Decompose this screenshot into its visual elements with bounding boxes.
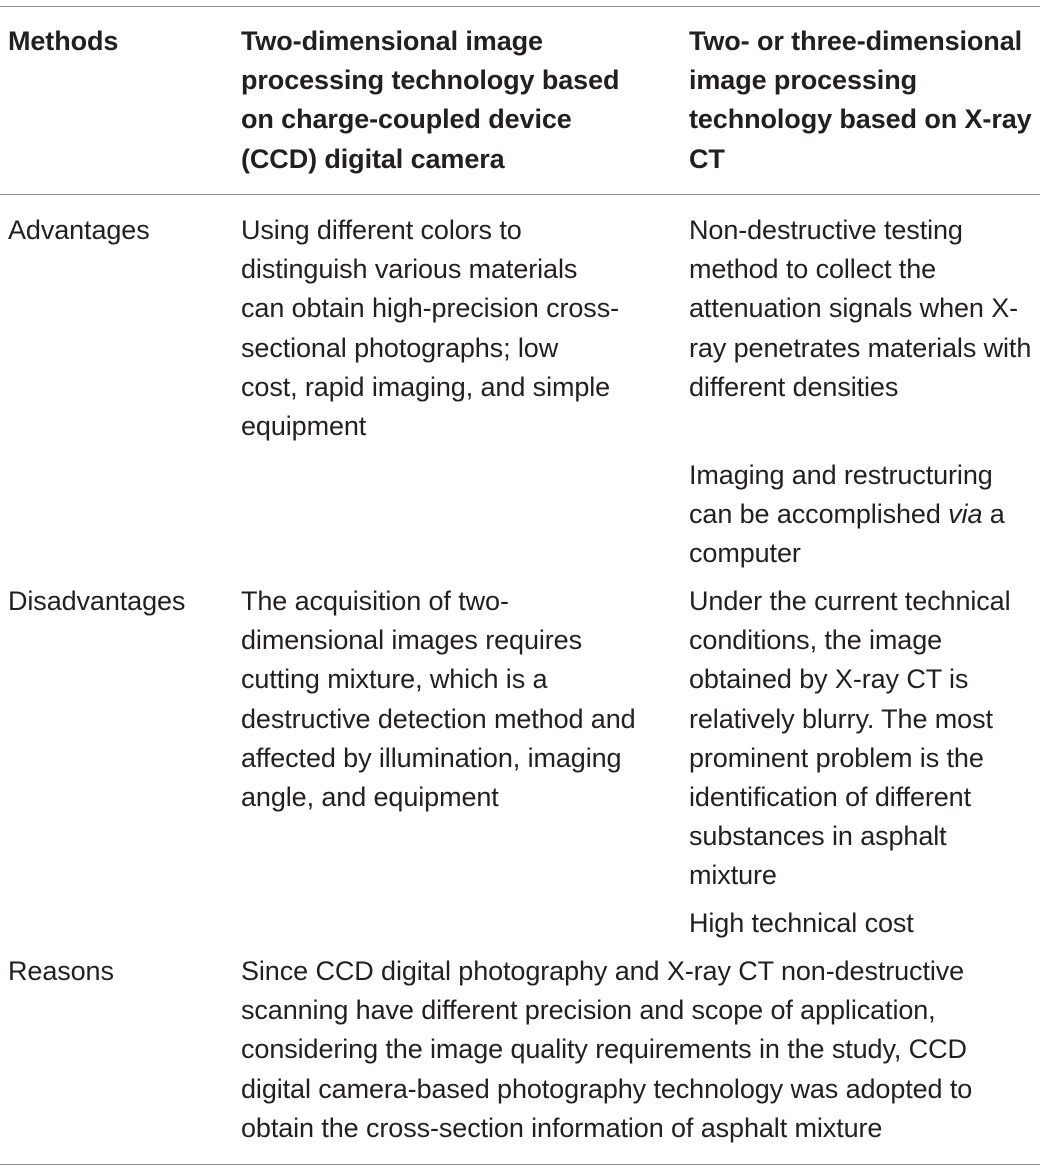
- disadvantages-ccd-cell: The acquisition of two-dimensional images requires cutting mixture, which is a destructive detection method and affected by illumination, imaging angle, and equipment: [241, 586, 636, 813]
- disadvantages-xray-cell-2: High technical cost: [689, 908, 914, 938]
- advantages-ccd-cell: Using different colors to distinguish various materials can obtain high-precision cross-sectional photographs; low cost, rapid imaging, and simple equipment: [241, 215, 619, 442]
- header-methods: Methods: [8, 26, 119, 56]
- reasons-cell: Since CCD digital photography and X-ray CT non-destructive scanning have different precision and scope of application, considering the image quality requirements in the study, CCD digital camera-based photography technology was adopted to obtain the cross-section information of asphalt mixture: [241, 956, 973, 1143]
- advantages-xray-text-before: Imaging and restructuring can be accomplished: [689, 460, 993, 530]
- table-top-rule: [0, 6, 1040, 7]
- header-divider-rule: [0, 194, 1040, 195]
- row-label-disadvantages: Disadvantages: [8, 586, 186, 616]
- advantages-xray-text-after: a computer: [689, 499, 1005, 569]
- row-label-advantages: Advantages: [8, 215, 150, 245]
- advantages-xray-text-via: via: [948, 499, 983, 530]
- advantages-xray-cell-2: [689, 456, 1034, 574]
- row-label-reasons: Reasons: [8, 956, 114, 986]
- table-bottom-rule: [0, 1164, 1040, 1165]
- advantages-xray-cell-1: Non-destructive testing method to collect the attenuation signals when X-ray penetrates materials with different densities: [689, 215, 1032, 402]
- header-ccd-method: Two-dimensional image processing technology based on charge-coupled device (CCD) digital camera: [241, 26, 620, 174]
- disadvantages-xray-cell-1: Under the current technical conditions, the image obtained by X-ray CT is relatively blurry. The most prominent problem is the identification of different substances in asphalt mixture: [689, 586, 1011, 891]
- header-xray-ct-method: Two- or three-dimensional image processing technology based on X-ray CT: [689, 26, 1032, 174]
